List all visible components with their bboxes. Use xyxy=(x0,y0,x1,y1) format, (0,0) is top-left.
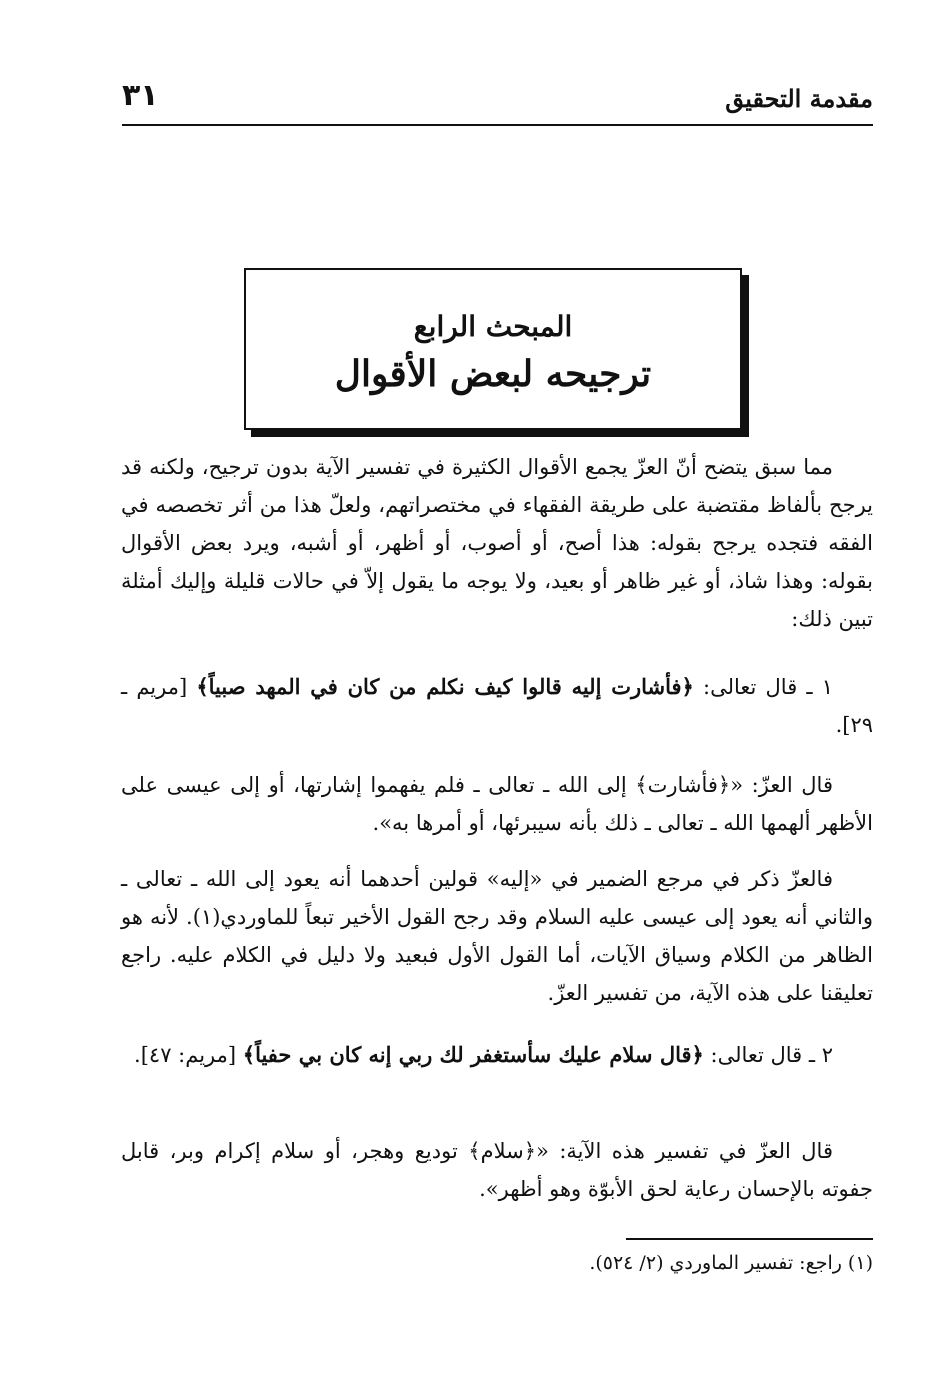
section-heading-box xyxy=(244,268,742,430)
example-2-commentary-text: قال العزّ في تفسير هذه الآية: «﴿سلام﴾ توديع وهجر، أو سلام إكرام وبر، قابل جفوته بالإحسان رعاية لحق الأبوّة وهو أظهر». xyxy=(121,1139,873,1201)
example-1-analysis-text: فالعزّ ذكر في مرجع الضمير في «إليه» قولين أحدهما أنه يعود إلى الله ـ تعالى ـ والثاني أنه يعود إلى عيسى عليه السلام وقد رجح القول الأخير تبعاً للماوردي(١). لأنه هو الظاهر من الكلام وسياق الآيات، أما القول الأول فبعيد ولا دليل في الكلام عليه. راجع تعليقنا على هذه الآية، من تفسير العزّ. xyxy=(121,867,873,1005)
example-2 xyxy=(121,1036,873,1074)
example-1-ayah: ﴿فأشارت إليه قالوا كيف نكلم من كان في المهد صبياً﴾ xyxy=(196,674,694,699)
example-1 xyxy=(121,668,873,744)
running-title: مقدمة التحقيق xyxy=(725,84,873,113)
intro-paragraph xyxy=(121,448,873,638)
example-2-prefix: ٢ ـ قال تعالى: xyxy=(703,1043,833,1067)
example-2-commentary xyxy=(121,1132,873,1208)
running-header xyxy=(122,78,873,126)
section-title: المبحث الرابع xyxy=(413,310,573,343)
example-1-commentary-text: قال العزّ: «﴿فأشارت﴾ إلى الله ـ تعالى ـ فلم يفهموا إشارتها، أو إلى عيسى على الأظهر ألهمها الله ـ تعالى ـ ذلك بأنه سيبرئها، أو أمرها به». xyxy=(121,773,873,835)
intro-text: مما سبق يتضح أنّ العزّ يجمع الأقوال الكثيرة في تفسير الآية بدون ترجيح، ولكنه قد يرجح بألفاظ مقتضبة على طريقة الفقهاء في مختصراتهم، ولعلّ هذا من أثر تخصصه في الفقه فتجده يرجح بقوله: هذا أصح، أو أصوب، أو أظهر، أو أشبه، ويرد بعض الأقوال بقوله: وهذا شاذ، أو غير ظاهر أو بعيد، ولا يوجه ما يقول إلاّ في حالات قليلة وإليك أمثلة تبين ذلك: xyxy=(121,455,873,631)
example-1-commentary xyxy=(121,766,873,842)
example-1-prefix: ١ ـ قال تعالى: xyxy=(693,675,833,699)
example-1-analysis xyxy=(121,860,873,1012)
example-2-ayah: ﴿قال سلام عليك سأستغفر لك ربي إنه كان بي حفياً﴾ xyxy=(242,1042,704,1067)
example-2-text xyxy=(121,1036,873,1074)
footnote: (١) راجع: تفسير الماوردي (٢/ ٥٢٤). xyxy=(589,1252,873,1274)
section-subtitle: ترجيحه لبعض الأقوال xyxy=(334,353,652,395)
footnote-divider xyxy=(626,1238,873,1240)
example-1-reference: [مريم ـ ٢٩]. xyxy=(121,675,873,737)
page-number: ٣١ xyxy=(122,78,159,113)
example-1-text xyxy=(121,668,873,744)
example-2-reference: [مريم: ٤٧]. xyxy=(134,1043,243,1067)
